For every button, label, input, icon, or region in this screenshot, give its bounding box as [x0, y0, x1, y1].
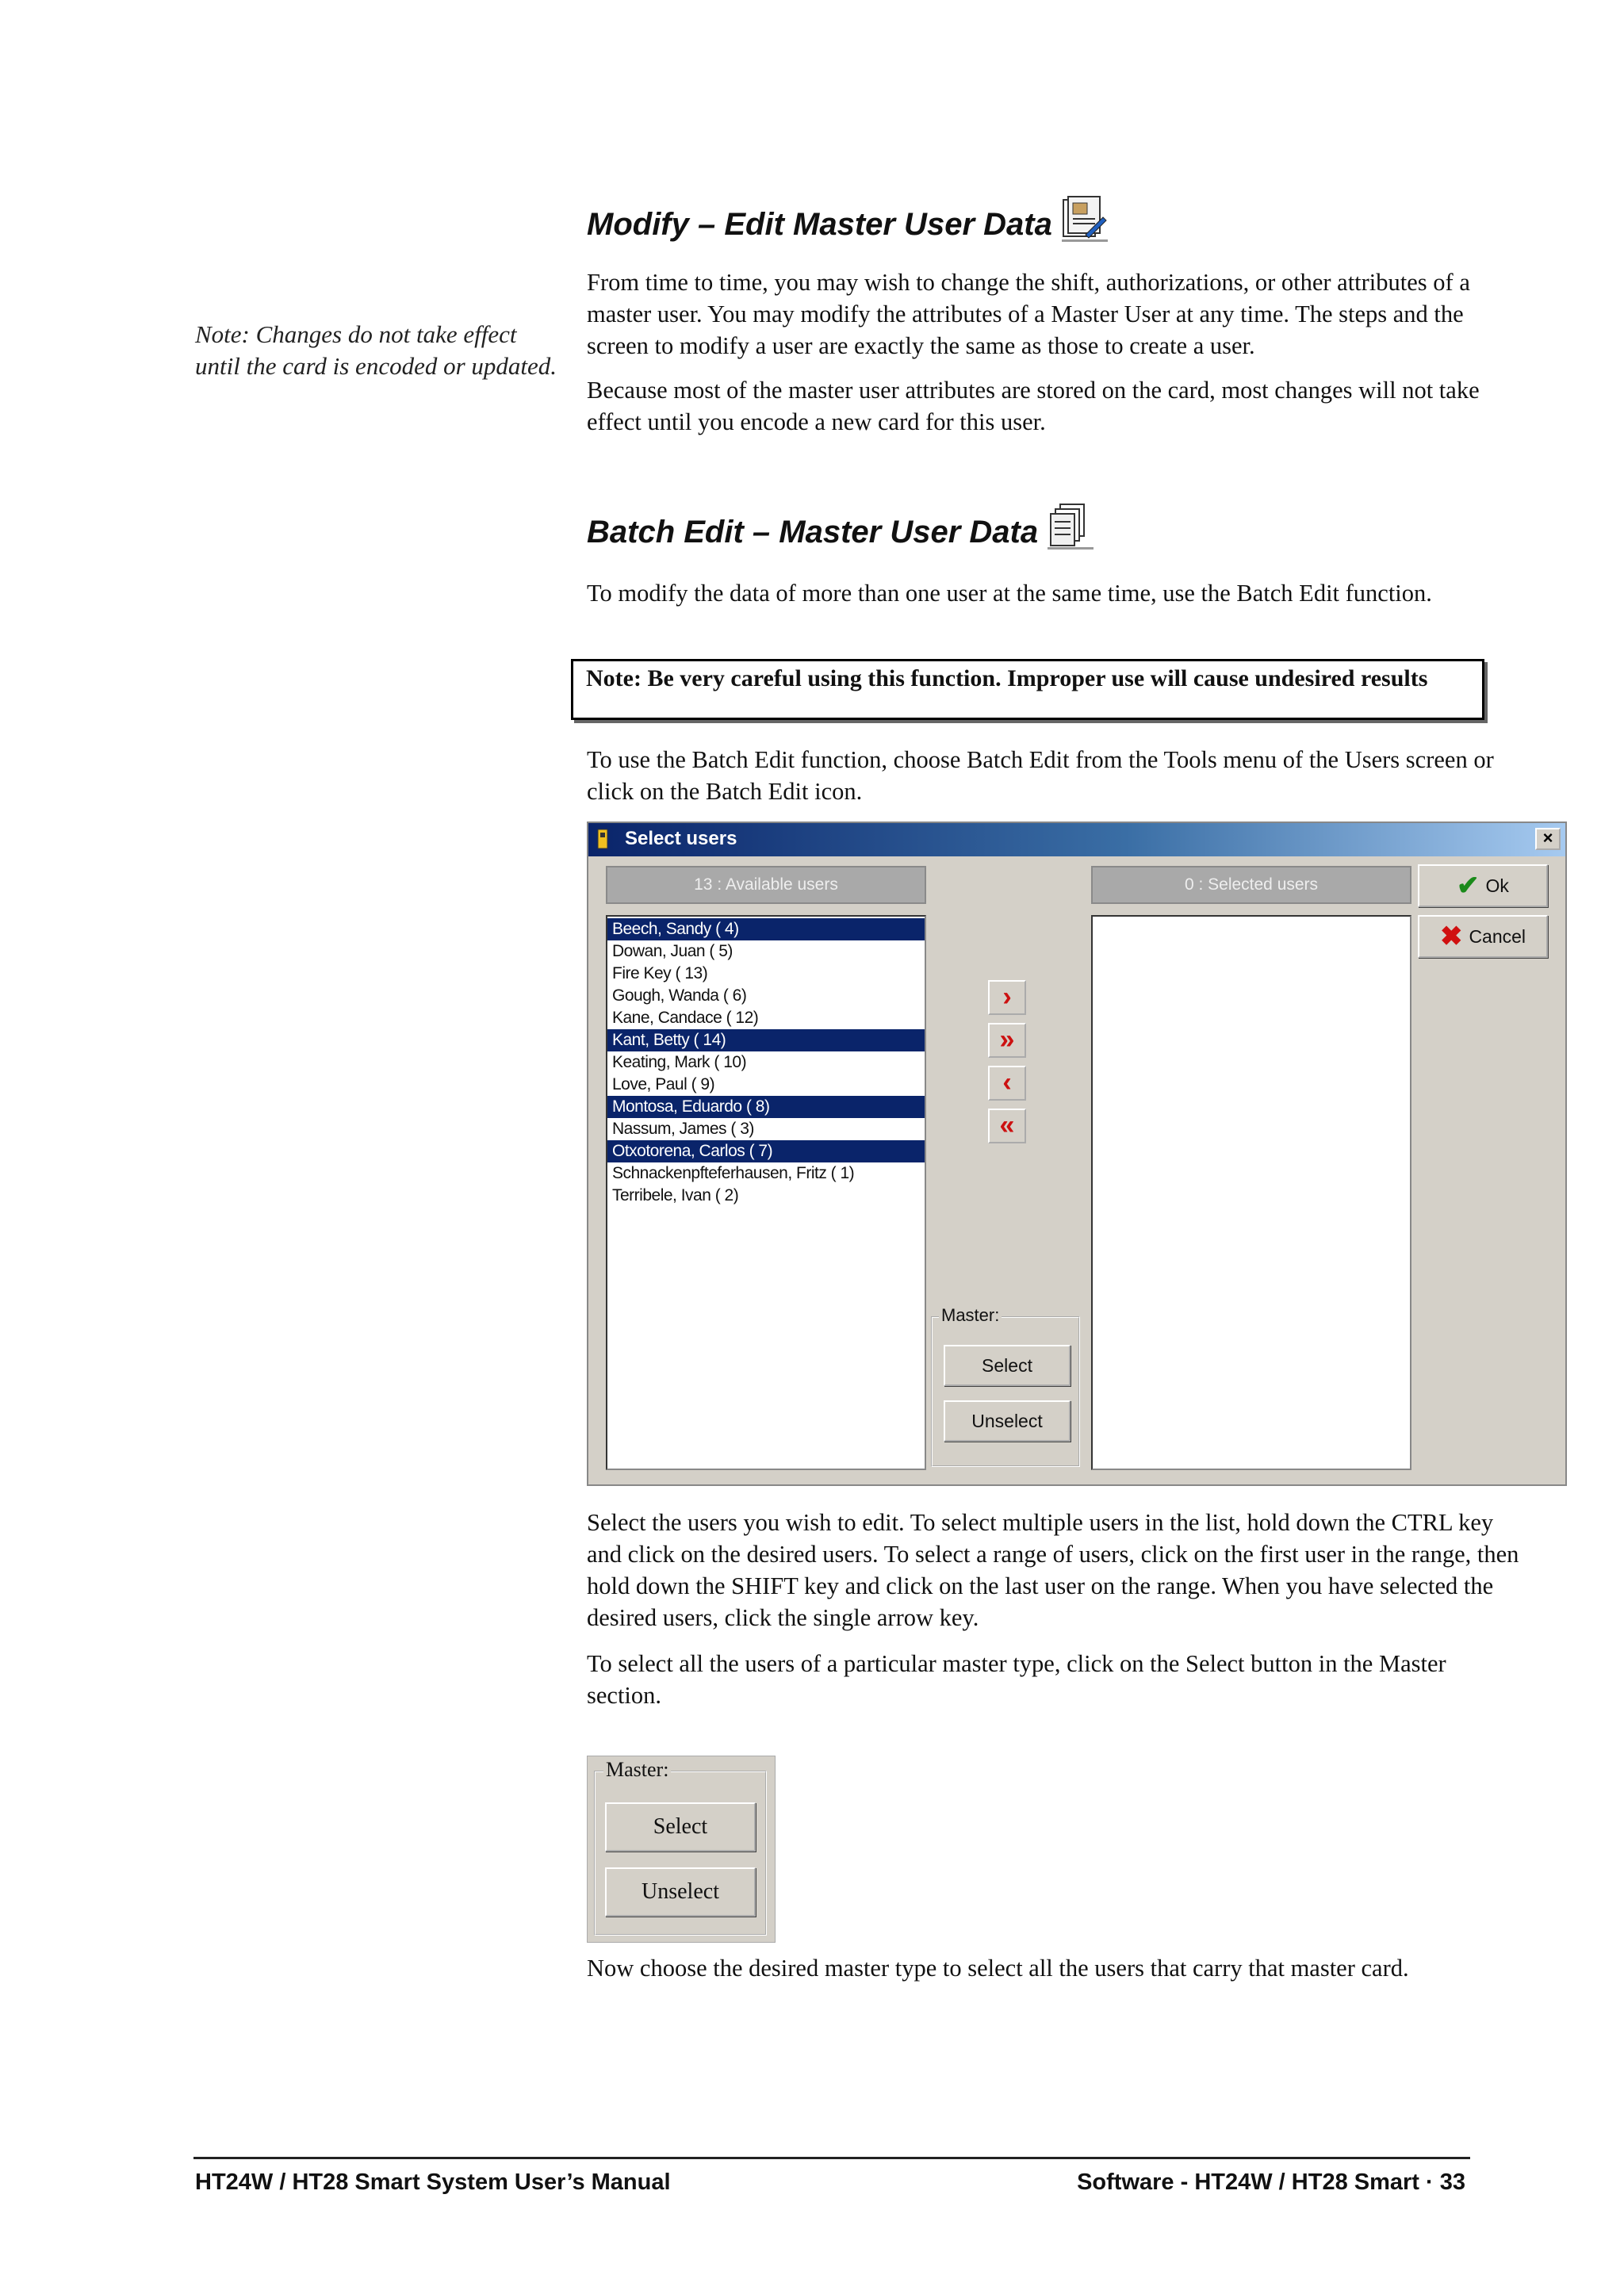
- master-snippet-group: [594, 1758, 767, 1936]
- selected-users-header: 0 : Selected users: [1091, 866, 1411, 904]
- footer-rule: [193, 2157, 1470, 2159]
- user-list-item[interactable]: Otxotorena, Carlos ( 7): [607, 1140, 925, 1162]
- user-list-item[interactable]: Gough, Wanda ( 6): [612, 986, 747, 1005]
- dialog-title: Select users: [625, 828, 737, 849]
- available-users-list[interactable]: [606, 915, 926, 1470]
- snippet-select-button[interactable]: Select: [605, 1802, 756, 1852]
- paragraph: Select the users you wish to edit. To select multiple users in the list, hold down the CTRL key and click on the desired users. To select a range of users, click on the first user in the range, then hold down the SHIFT key and click on the last user on the range. When you have selected the desired users, click the single arrow key.: [587, 1509, 1519, 1631]
- paragraph: Because most of the master user attributes are stored on the card, most changes will not take effect until you encode a new card for this user.: [587, 377, 1480, 435]
- user-list-item[interactable]: Schnackenpfteferhausen, Fritz ( 1): [612, 1164, 855, 1182]
- remove-all-button[interactable]: «: [988, 1109, 1026, 1143]
- close-button[interactable]: ×: [1535, 828, 1561, 850]
- side-note: Note: Changes do not take effect until the card is encoded or updated.: [195, 320, 557, 380]
- user-list-item[interactable]: Keating, Mark ( 10): [612, 1053, 747, 1071]
- master-snippet-label: Master:: [603, 1758, 671, 1782]
- x-icon: ✖: [1439, 921, 1463, 952]
- cancel-button[interactable]: [1418, 915, 1548, 958]
- section2-instructions: To use the Batch Edit function, choose Batch Edit from the Tools menu of the Users screen or click on the Batch Edit icon.: [587, 746, 1494, 805]
- batch-edit-icon: [1048, 503, 1094, 550]
- edit-user-icon: [1062, 195, 1108, 243]
- paragraph: To select all the users of a particular master type, click on the Select button in the Master section.: [587, 1650, 1446, 1709]
- heading-text: Batch Edit – Master User Data: [587, 515, 1039, 550]
- dialog-titlebar: [588, 823, 1565, 856]
- user-list-item[interactable]: Montosa, Eduardo ( 8): [607, 1096, 925, 1118]
- move-one-button[interactable]: ›: [988, 980, 1026, 1015]
- app-icon: [593, 828, 614, 850]
- user-list-item[interactable]: Love, Paul ( 9): [612, 1075, 715, 1093]
- user-list-item[interactable]: Kant, Betty ( 14): [607, 1029, 925, 1051]
- master-group-label: Master:: [939, 1305, 1002, 1326]
- checkmark-icon: ✔: [1457, 871, 1480, 901]
- section1-body: [587, 266, 1522, 438]
- after-dialog-text: [587, 1507, 1522, 1711]
- heading-text: Modify – Edit Master User Data: [587, 207, 1052, 242]
- master-unselect-button[interactable]: Unselect: [944, 1400, 1071, 1442]
- user-list-item[interactable]: Nassum, James ( 3): [612, 1120, 754, 1138]
- snippet-unselect-button[interactable]: Unselect: [605, 1867, 756, 1917]
- section2-intro: To modify the data of more than one user at the same time, use the Batch Edit function.: [587, 580, 1432, 607]
- selected-users-list[interactable]: [1091, 915, 1411, 1470]
- master-snippet: [587, 1756, 776, 1943]
- cancel-label: Cancel: [1469, 925, 1526, 947]
- available-users-header: 13 : Available users: [606, 866, 926, 904]
- ok-button[interactable]: [1418, 864, 1548, 907]
- master-select-button[interactable]: Select: [944, 1345, 1071, 1386]
- section-heading-modify: [587, 195, 1108, 243]
- warning-note: Note: Be very careful using this function. Improper use will cause undesired results: [571, 659, 1484, 720]
- user-list-item[interactable]: Kane, Candace ( 12): [612, 1009, 759, 1027]
- remove-one-button[interactable]: ‹: [988, 1066, 1026, 1101]
- paragraph: From time to time, you may wish to change the shift, authorizations, or other attributes of a master user. You may modify the attributes of a Master User at any time. The steps and the screen to modify a user are exactly the same as those to create a user.: [587, 269, 1470, 359]
- footer-left: HT24W / HT28 Smart System User’s Manual: [195, 2170, 671, 2195]
- user-list-item[interactable]: Terribele, Ivan ( 2): [612, 1186, 739, 1204]
- footer-right: Software - HT24W / HT28 Smart · 33: [1077, 2170, 1465, 2195]
- user-list-item[interactable]: Fire Key ( 13): [612, 964, 708, 982]
- select-users-dialog: [587, 821, 1567, 1486]
- user-list-item[interactable]: Dowan, Juan ( 5): [612, 942, 733, 960]
- ok-label: Ok: [1485, 875, 1509, 896]
- section-heading-batch-edit: [587, 503, 1094, 550]
- move-all-button[interactable]: »: [988, 1023, 1026, 1058]
- user-list-item[interactable]: Beech, Sandy ( 4): [607, 918, 925, 940]
- master-group: [931, 1305, 1080, 1467]
- closing-text: Now choose the desired master type to select all the users that carry that master card.: [587, 1955, 1409, 1982]
